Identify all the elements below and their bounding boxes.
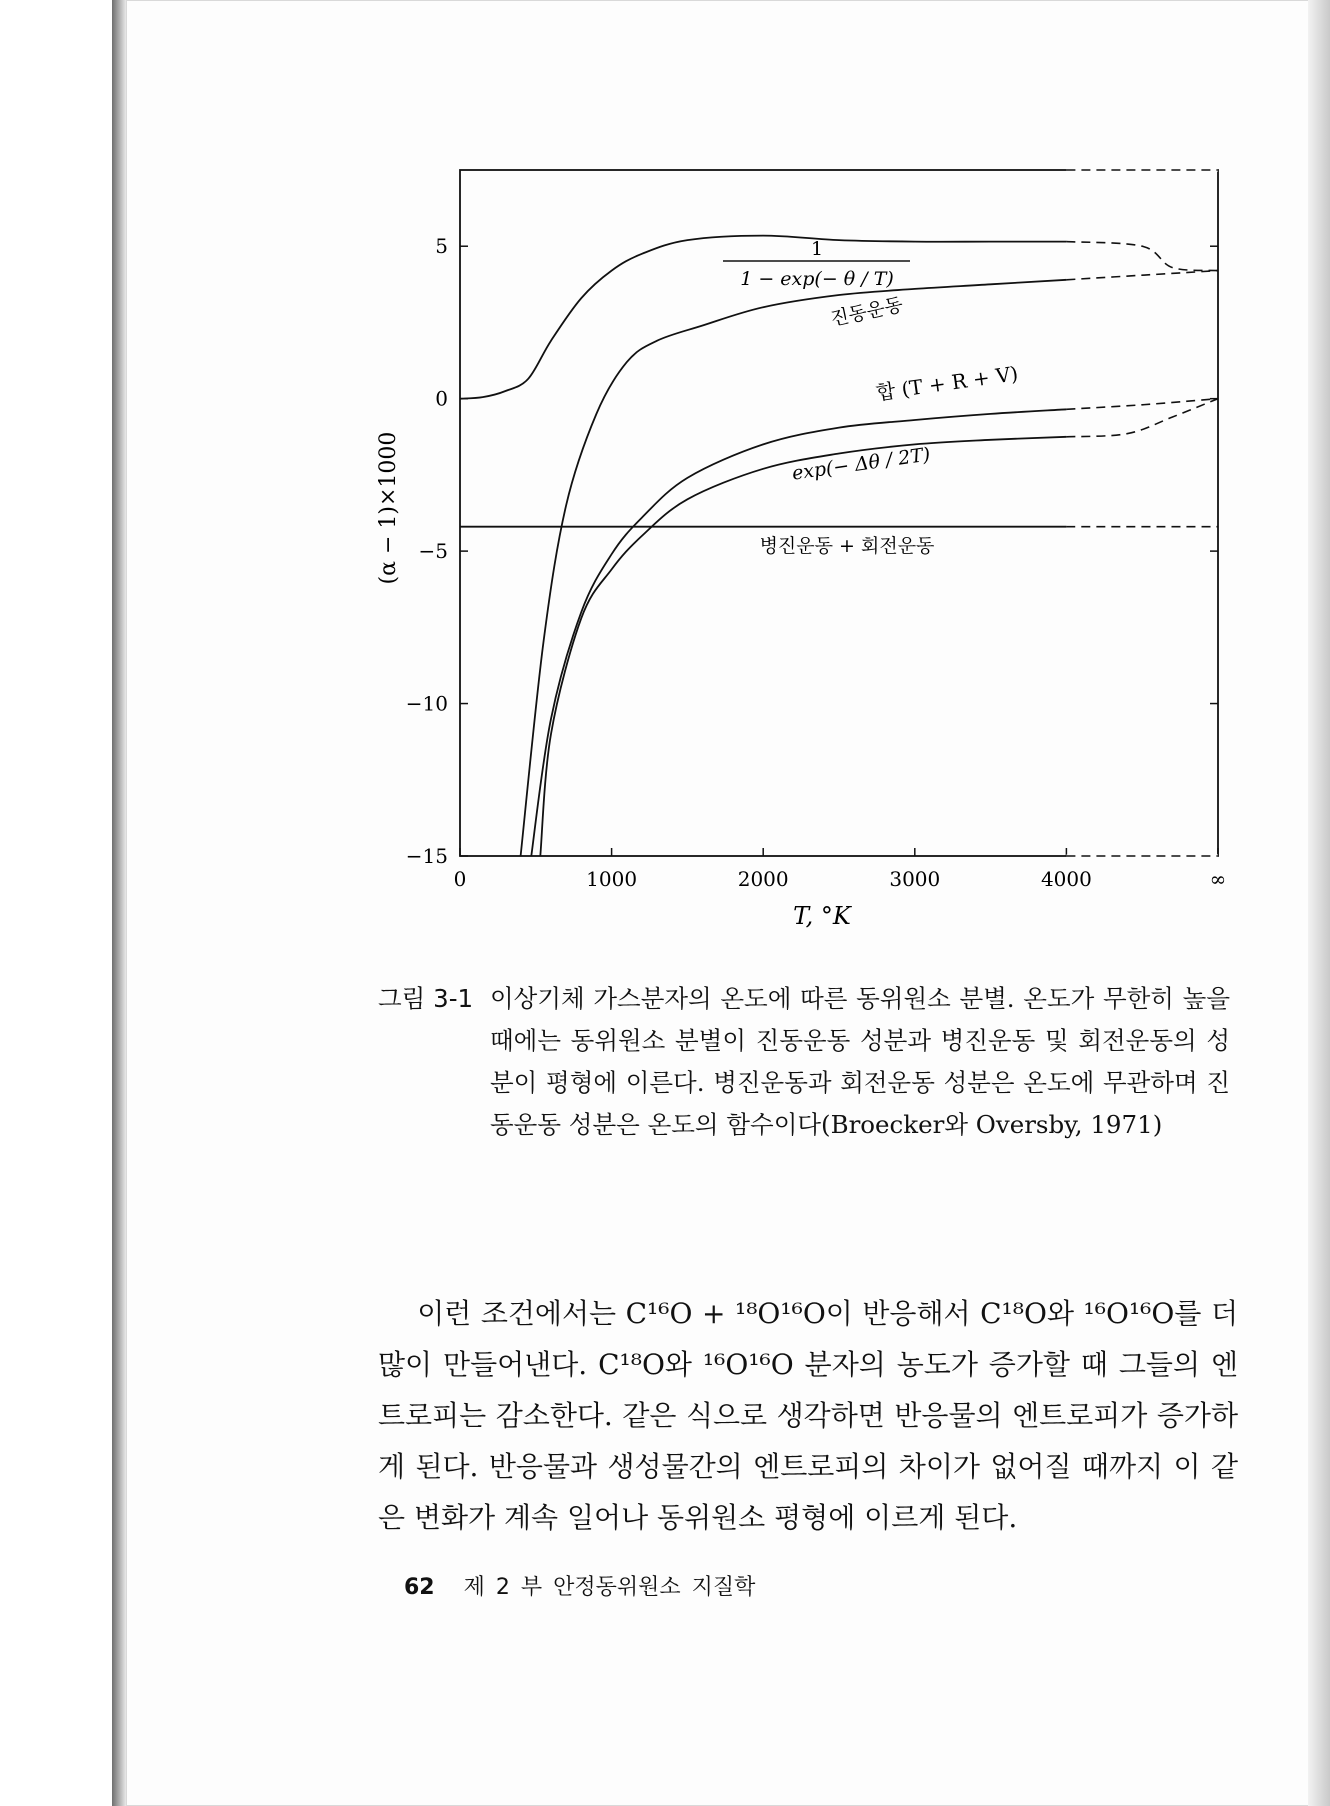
series-label-sum: 합 (T + R + V) [874,361,1020,405]
running-section-title: 제 2 부 안정동위원소 지질학 [463,1575,756,1600]
x-tick-label: ∞ [1209,867,1227,891]
y-tick-label: −10 [405,691,448,716]
series-label-reciprocal-denominator: 1 − exp(− θ / T) [740,268,894,290]
x-axis-label: T, °K [793,902,851,930]
y-tick-label: 0 [435,386,448,411]
x-tick-label: 1000 [586,867,638,891]
series-label-reciprocal-numerator: 1 [810,238,824,260]
page-footer [404,1570,755,1601]
series-sum-line-extrapolated [1066,399,1218,410]
x-tick-label: 2000 [737,867,789,891]
series-vibrational-line-extrapolated [1066,271,1218,280]
x-tick-label: 4000 [1040,867,1092,891]
series-exp-line [540,437,1066,856]
body-paragraph: 이런 조건에서는 C¹⁶O + ¹⁸O¹⁶O이 반응해서 C¹⁸O와 ¹⁶O¹⁶O를 더 많이 만들어낸다. C¹⁸O와 ¹⁶O¹⁶O 분자의 농도가 증가할 때 그들의 엔트로피는 감소한다. 같은 식으로 생각하면 반응물의 엔트로피가 증가하게 된다. 반응물과 생성물간의 엔트로피의 차이가 없어질 때까지 이 같은 변화가 계속 일어나 동위원소 평형에 이르게 된다. [378,1297,1238,1534]
series-label-exp: exp(− Δθ / 2T) [790,443,932,485]
x-tick-label: 3000 [889,867,941,891]
series-label-trans-rot: 병진운동 + 회전운동 [759,535,935,557]
series-label-vibrational: 진동운동 [828,293,905,331]
y-tick-label: −15 [405,844,448,868]
page-number: 62 [404,1575,435,1600]
series-reciprocal-line-extrapolated [1066,242,1218,271]
y-tick-label: 5 [435,234,448,259]
y-axis-label: (α − 1)×1000 [376,431,401,585]
caption-text: 이상기체 가스분자의 온도에 따른 동위원소 분별. 온도가 무한히 높을 때에는 동위원소 분별이 진동운동 성분과 병진운동 및 회전운동의 성분이 평형에 이른다. 병진운동과 회전운동 성분은 온도에 무관하며 진동운동 성분은 온도의 함수이다(Broecker와 Oversby, 1971) [490,984,1230,1139]
caption-label: 그림 3-1 [378,984,474,1013]
y-tick-label: −5 [418,539,448,564]
body-text [378,1288,1238,1543]
x-tick-label: 0 [453,867,467,891]
